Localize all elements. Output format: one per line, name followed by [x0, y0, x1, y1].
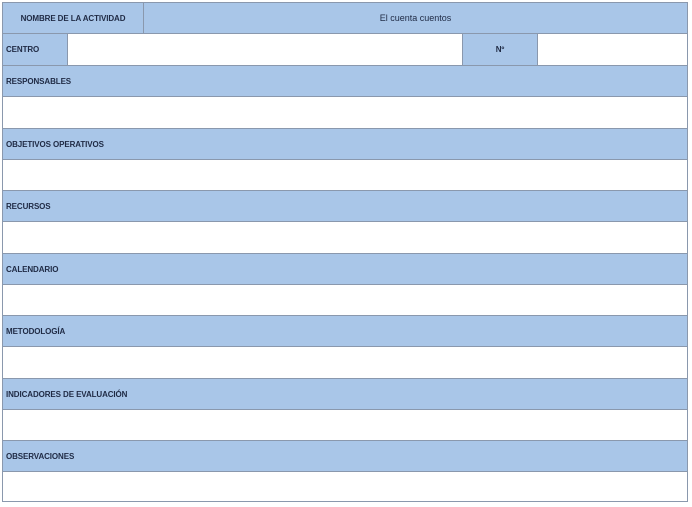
section-content[interactable]	[3, 160, 687, 190]
section-content[interactable]	[3, 97, 687, 128]
activity-row	[3, 3, 687, 34]
section-heading-observaciones	[3, 441, 687, 472]
section-label: OBSERVACIONES	[6, 451, 75, 461]
section-field-calendario[interactable]	[3, 285, 687, 316]
number-field[interactable]	[537, 34, 687, 65]
section-field-responsables[interactable]	[3, 97, 687, 129]
centro-row	[3, 34, 687, 66]
section-label: RECURSOS	[6, 201, 51, 211]
section-field-metodologia[interactable]	[3, 347, 687, 379]
activity-form	[2, 2, 688, 502]
activity-name-label: NOMBRE DE LA ACTIVIDAD	[20, 13, 126, 23]
section-content[interactable]	[3, 410, 687, 440]
section-field-indicadores[interactable]	[3, 410, 687, 441]
section-field-observaciones[interactable]	[3, 472, 687, 501]
section-heading-responsables	[3, 66, 687, 97]
section-heading-objetivos	[3, 129, 687, 160]
activity-name-value[interactable]: El cuenta cuentos	[143, 3, 687, 33]
section-field-recursos[interactable]	[3, 222, 687, 254]
section-content[interactable]	[3, 222, 687, 253]
section-content[interactable]	[3, 472, 687, 501]
centro-label: CENTRO	[3, 34, 67, 65]
section-heading-indicadores	[3, 379, 687, 410]
section-label: RESPONSABLES	[6, 76, 72, 86]
section-content[interactable]	[3, 285, 687, 315]
section-label: OBJETIVOS OPERATIVOS	[6, 139, 104, 149]
section-label: INDICADORES DE EVALUACIÓN	[6, 389, 128, 399]
section-heading-metodologia	[3, 316, 687, 347]
centro-field[interactable]	[67, 34, 462, 65]
number-label: Nº	[462, 34, 537, 65]
section-field-objetivos[interactable]	[3, 160, 687, 191]
section-heading-recursos	[3, 191, 687, 222]
section-label: METODOLOGÍA	[6, 326, 66, 336]
section-label: CALENDARIO	[6, 264, 59, 274]
section-heading-calendario	[3, 254, 687, 285]
section-content[interactable]	[3, 347, 687, 378]
